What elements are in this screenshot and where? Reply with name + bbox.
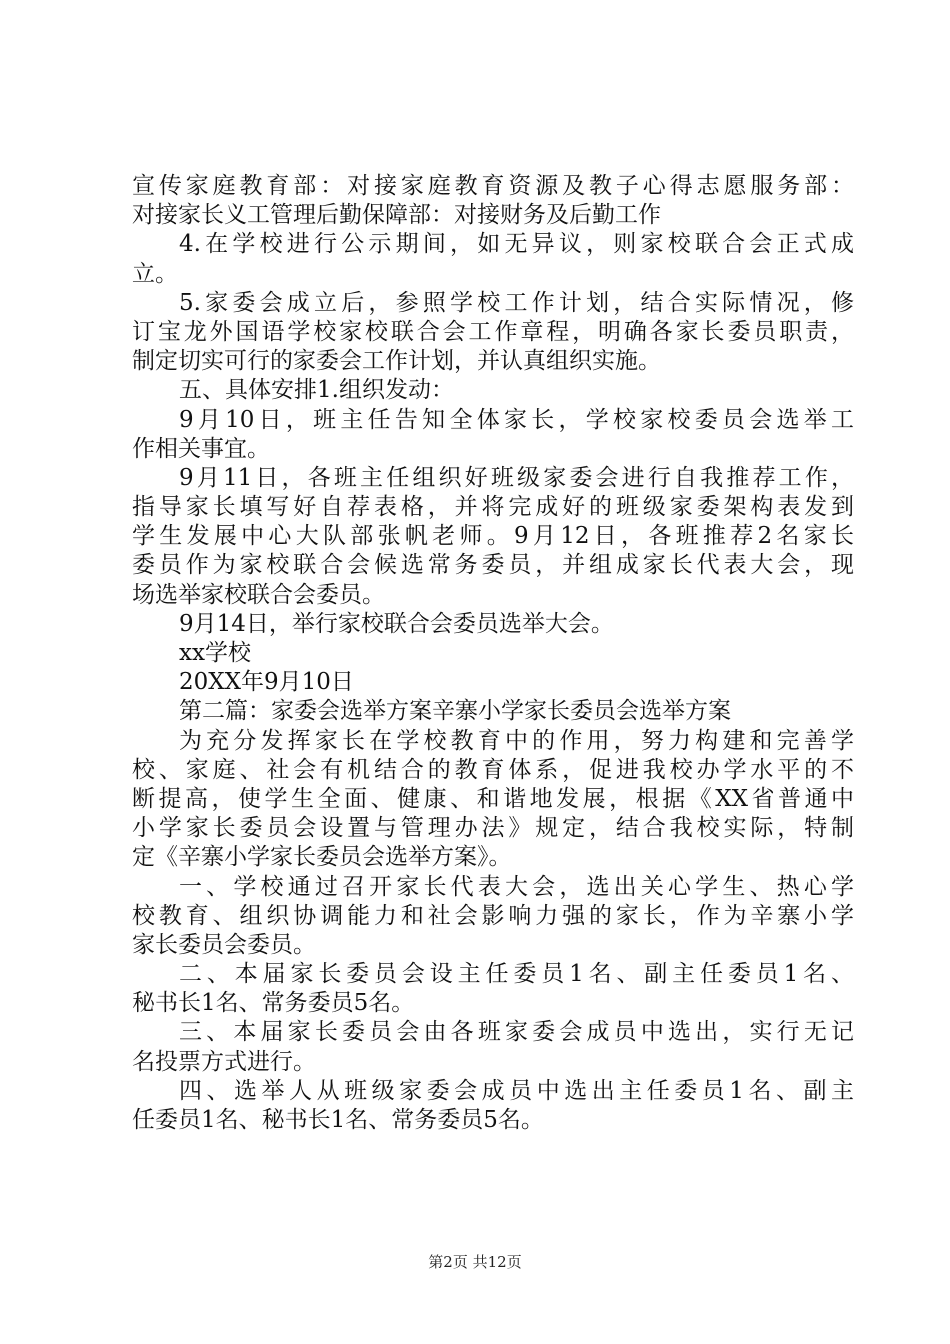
body-line: 任委员1名、秘书长1名、常务委员5名。	[132, 1107, 544, 1133]
body-line: 作相关事宜。	[132, 435, 270, 462]
body-line: 宣传家庭教育部：对接家庭教育资源及教子心得志愿服务部：	[132, 173, 854, 199]
body-line: 5.家委会成立后，参照学校工作计划，结合实际情况，修	[179, 289, 854, 316]
page-number: 第2页 共12页	[428, 1253, 522, 1271]
body-line: 二、本届家长委员会设主任委员1名、副主任委员1名、	[179, 961, 854, 988]
body-line: 4.在学校进行公示期间，如无异议，则家校联合会正式成	[179, 231, 854, 258]
body-line: 校、家庭、社会有机结合的教育体系，促进我校办学水平的不	[132, 756, 854, 783]
body-line: 四、选举人从班级家委会成员中选出主任委员1名、副主	[179, 1077, 854, 1104]
body-line: 场选举家校联合会委员。	[132, 581, 385, 608]
body-line: 立。	[132, 260, 178, 287]
body-line: 三、本届家长委员会由各班家委会成员中选出，实行无记	[179, 1019, 854, 1046]
body-line: 校教育、组织协调能力和社会影响力强的家长，作为辛寨小学	[132, 902, 854, 929]
signature-school: xx学校	[179, 640, 251, 666]
body-line: 订宝龙外国语学校家校联合会工作章程，明确各家长委员职责，	[132, 318, 854, 345]
body-line: 9月14日，举行家校联合会委员选举大会。	[179, 610, 614, 637]
body-line: 学生发展中心大队部张帆老师。9月12日，各班推荐2名家长	[132, 523, 854, 550]
body-line: 指导家长填写好自荐表格，并将完成好的班级家委架构表发到	[132, 494, 854, 521]
body-line: 秘书长1名、常务委员5名。	[132, 990, 415, 1017]
body-line: 五、具体安排1.组织发动：	[179, 377, 454, 404]
body-line: 家长委员会委员。	[132, 931, 316, 958]
document-body	[132, 172, 854, 1135]
signature-date: 20XX年9月10日	[179, 669, 354, 696]
page-footer	[0, 1252, 950, 1272]
body-line: 9月10日，班主任告知全体家长，学校家校委员会选举工	[179, 406, 854, 433]
body-line: 为充分发挥家长在学校教育中的作用，努力构建和完善学	[179, 727, 854, 754]
body-line: 一、学校通过召开家长代表大会，选出关心学生、热心学	[179, 873, 854, 900]
body-line: 定《辛寨小学家长委员会选举方案》。	[132, 844, 512, 871]
body-line: 名投票方式进行。	[132, 1048, 316, 1075]
body-line: 小学家长委员会设置与管理办法》规定，结合我校实际，特制	[132, 815, 854, 842]
body-line: 断提高，使学生全面、健康、和谐地发展，根据《XX省普通中	[132, 785, 854, 812]
section-heading: 第二篇：家委会选举方案辛寨小学家长委员会选举方案	[179, 698, 731, 725]
body-line: 制定切实可行的家委会工作计划，并认真组织实施。	[132, 348, 661, 375]
body-line: 对接家长义工管理后勤保障部：对接财务及后勤工作	[132, 202, 661, 229]
body-line: 委员作为家校联合会候选常务委员，并组成家长代表大会，现	[132, 552, 854, 579]
body-line: 9月11日，各班主任组织好班级家委会进行自我推荐工作，	[179, 464, 854, 491]
